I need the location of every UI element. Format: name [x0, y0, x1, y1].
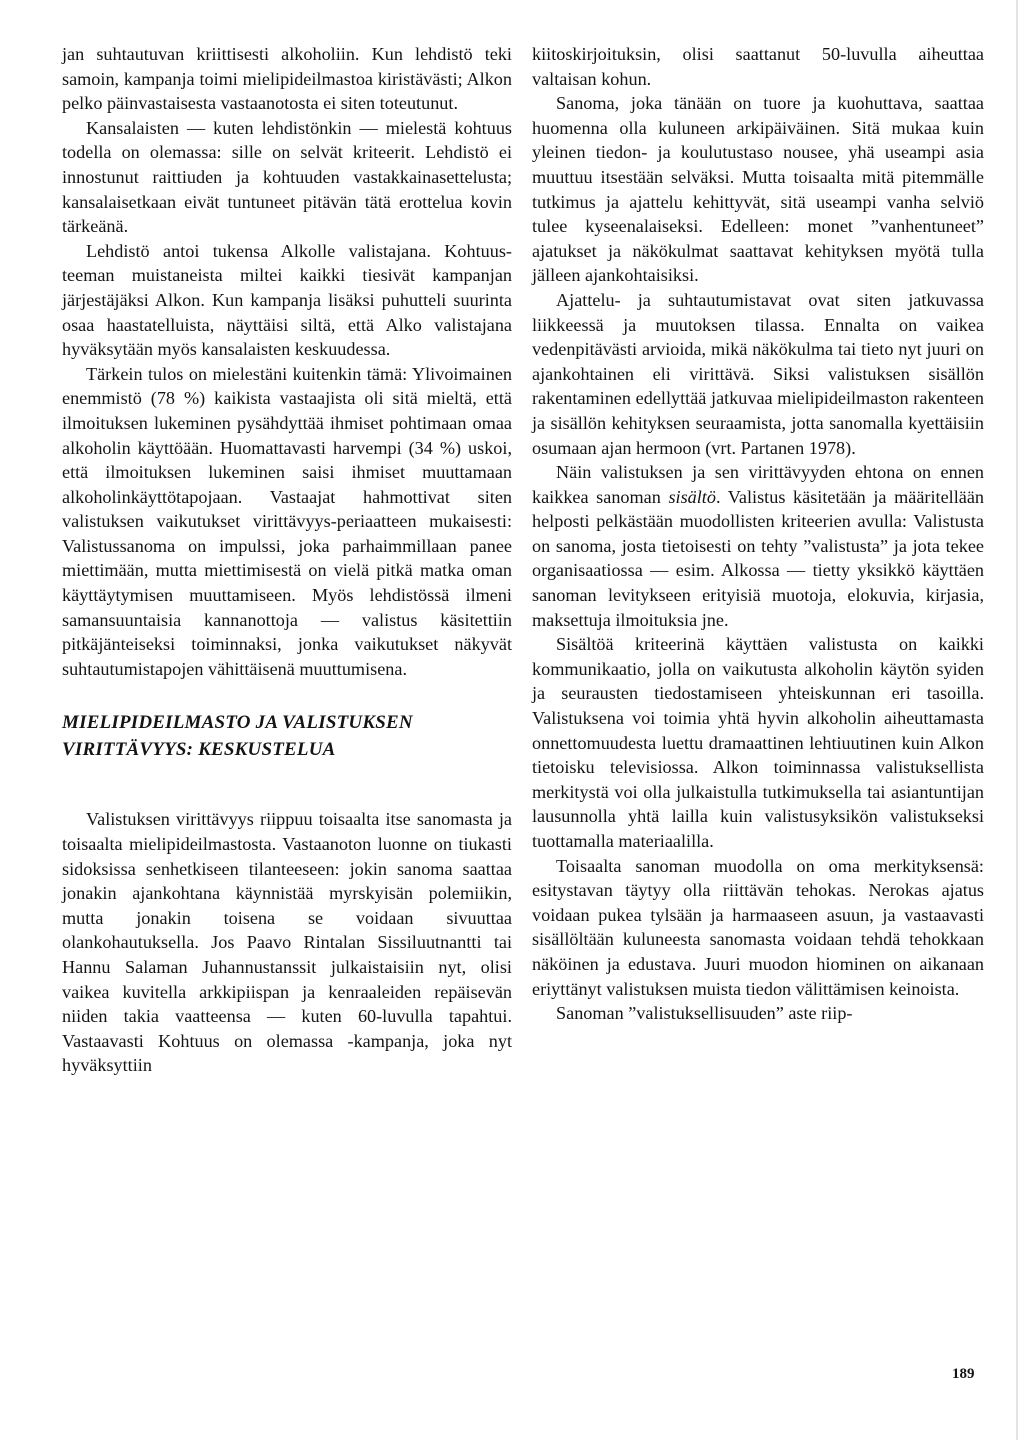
paragraph: Toisaalta sanoman muodolla on oma merkityksensä: esitystavan täytyy olla riittävän tehokas. Nerokas ajatus voidaan pukea tylsään ja harmaaseen asuun, ja vastaavasti sisällöltään kuluneesta sanomasta voidaan tehdä tehokkaan näköinen ja edustava. Juuri muodon hiominen on aikanaan eriyttänyt valistuksen muista tiedon välittämisen keinoista. [532, 855, 984, 999]
paragraph-text: . Valistus käsitetään ja määritellään helposti pelkästään muodollisten kriteerien avulla: Valistusta on sanoma, josta tietoisesti on tehty ”valistusta” ja jota tekee organisaatiossa — esim. Alkossa — tietty yksikkö käyttäen sanoman levitykseen erityisiä muotoja, elokuvia, kirjasia, maksettuja ilmoituksia jne. [532, 486, 984, 630]
section-heading: MIELIPIDEILMASTO JA VALISTUKSEN VIRITTÄVYYS: KESKUSTELUA [62, 712, 413, 761]
paragraph: kiitoskirjoituksin, olisi saattanut 50-luvulla aiheuttaa valtaisan kohun. [532, 44, 984, 89]
right-column [532, 42, 984, 1026]
paragraph: Sanoma, joka tänään on tuore ja kuohuttava, saattaa huomenna olla kuluneen arkipäiväinen. Sitä mukaa kuin yleinen tiedon- ja koulutustaso nousee, yhä useampi asia muuttuu itsestään selväksi. Mutta toisaalta mitä pitemmälle tutkimus ja ajattelu kehittyvät, sitä useampi vanha selviö tulee kyseenalaiseksi. Edelleen: monet ”vanhentuneet” ajatukset ja näkökulmat saattavat kehityksen myötä tulla jälleen ajankohtaisiksi. [532, 93, 984, 286]
paragraph: Sanoman ”valistuksellisuuden” aste riip- [556, 1003, 853, 1024]
paragraph: Sisältöä kriteerinä käyttäen valistusta on kaikki kommunikaatio, jolla on vaikutusta alkoholin käytön syiden ja seurausten tiedostamiseen yhteiskunnan eri tasoilla. Valistuksena voi toimia yhtä hyvin alkoholin aiheuttamasta onnettomuudesta luettu dramaattinen lehtiuutinen kuin Alkon tietoisku televisiossa. Alkon toiminnassa valistuksellista merkitystä voi olla julkaistulla tutkimuksella tai asiantuntijan lausunnolla yhtä lailla kuin valistusyksikön valistukseksi tuottamalla materiaalilla. [532, 634, 984, 851]
emphasized-word: sisältö [668, 486, 716, 507]
paragraph: Ajattelu- ja suhtautumistavat ovat siten jatkuvassa liikkeessä ja muutoksen tilassa. Ennalta on vaikea vedenpitävästi arvioida, mikä näkökulma tai tieto nyt juuri on ajankohtainen eli virittävä. Siksi valistuksen sisällön rakentaminen edellyttää jatkuvaa mielipideilmaston rakenteen ja sisällön kehityksen seuraamista, jotta sanomalla kyettäisiin osumaan ajan hermoon (vrt. Partanen 1978). [532, 289, 984, 458]
page-number: 189 [952, 1366, 975, 1382]
paragraph-text: Näin valistuksen ja sen virittävyyden ehtona on ennen kaikkea sanoman [532, 462, 984, 507]
paragraph: Lehdistö antoi tukensa Alkolle valistajana. Kohtuus-teeman muistaneista miltei kaikki tiesivät kampanjan järjestäjäksi Alkon. Kun kampanja lisäksi puhutteli suurinta osaa haastatelluista, näyttäisi siltä, että Alko valistajana hyväksytään myös kansalaisten keskuudessa. [62, 240, 512, 360]
paragraph [532, 460, 984, 632]
paragraph: jan suhtautuvan kriittisesti alkoholiin. Kun lehdistö teki samoin, kampanja toimi mielipideilmastoa kiristävästi; Alkon pelko päinvastaisesta vastaanotosta ei siten toteutunut. [62, 44, 512, 114]
left-column [62, 42, 512, 1078]
paragraph: Kansalaisten — kuten lehdistönkin — mielestä kohtuus todella on olemassa: sille on selvät kriteerit. Lehdistö ei innostunut raittiuden ja kohtuuden vastakkainasettelusta; kansalaisetkaan eivät tuntuneet pitävän tätä erottelua kovin tärkeänä. [62, 117, 512, 237]
paragraph: Valistuksen virittävyys riippuu toisaalta itse sanomasta ja toisaalta mielipideilmastosta. Vastaanoton luonne on tiukasti sidoksissa senhetkiseen tilanteeseen: jokin sanoma saattaa jonakin ajankohtana käynnistää myrskyisän polemiikin, mutta jonakin toisena se voidaan sivuuttaa olankohautuksella. Jos Paavo Rintalan Sissiluutnantti tai Hannu Salaman Juhannustanssit julkaistaisiin nyt, olisi vaikea kuvitella arkkipiispan ja kenraaleiden repäisevän niiden takia vaatteensa — kuten 60-luvulla tapahtui. Vastaavasti Kohtuus on olemassa -kampanja, joka nyt hyväksyttiin [62, 809, 512, 1076]
paragraph: Tärkein tulos on mielestäni kuitenkin tämä: Ylivoimainen enemmistö (78 %) kaikista vastaajista oli sitä mieltä, että ilmoituksen lukeminen pysähdyttää ihmiset pohtimaan omaa alkoholin käyttöään. Huomattavasti harvempi (34 %) uskoi, että ilmoituksen lukeminen saisi ihmiset muuttamaan alkoholinkäyttötapojaan. Vastaajat hahmottivat siten valistuksen vaikutukset virittävyys-periaatteen mukaisesti: Valistussanoma on impulssi, joka parhaimmillaan panee miettimään, mutta miettimisestä on vielä pitkä matka oman käyttäytymisen muuttamiseen. Myös lehdistössä ilmeni samansuuntaisia kannanottoja — valistus käsitettiin pitkäjänteiseksi toiminnaksi, jonka vaikutukset näkyvät suhtautumistapojen vähittäisenä muuttumisena. [62, 363, 512, 679]
page-edge-divider [1016, 0, 1018, 1440]
